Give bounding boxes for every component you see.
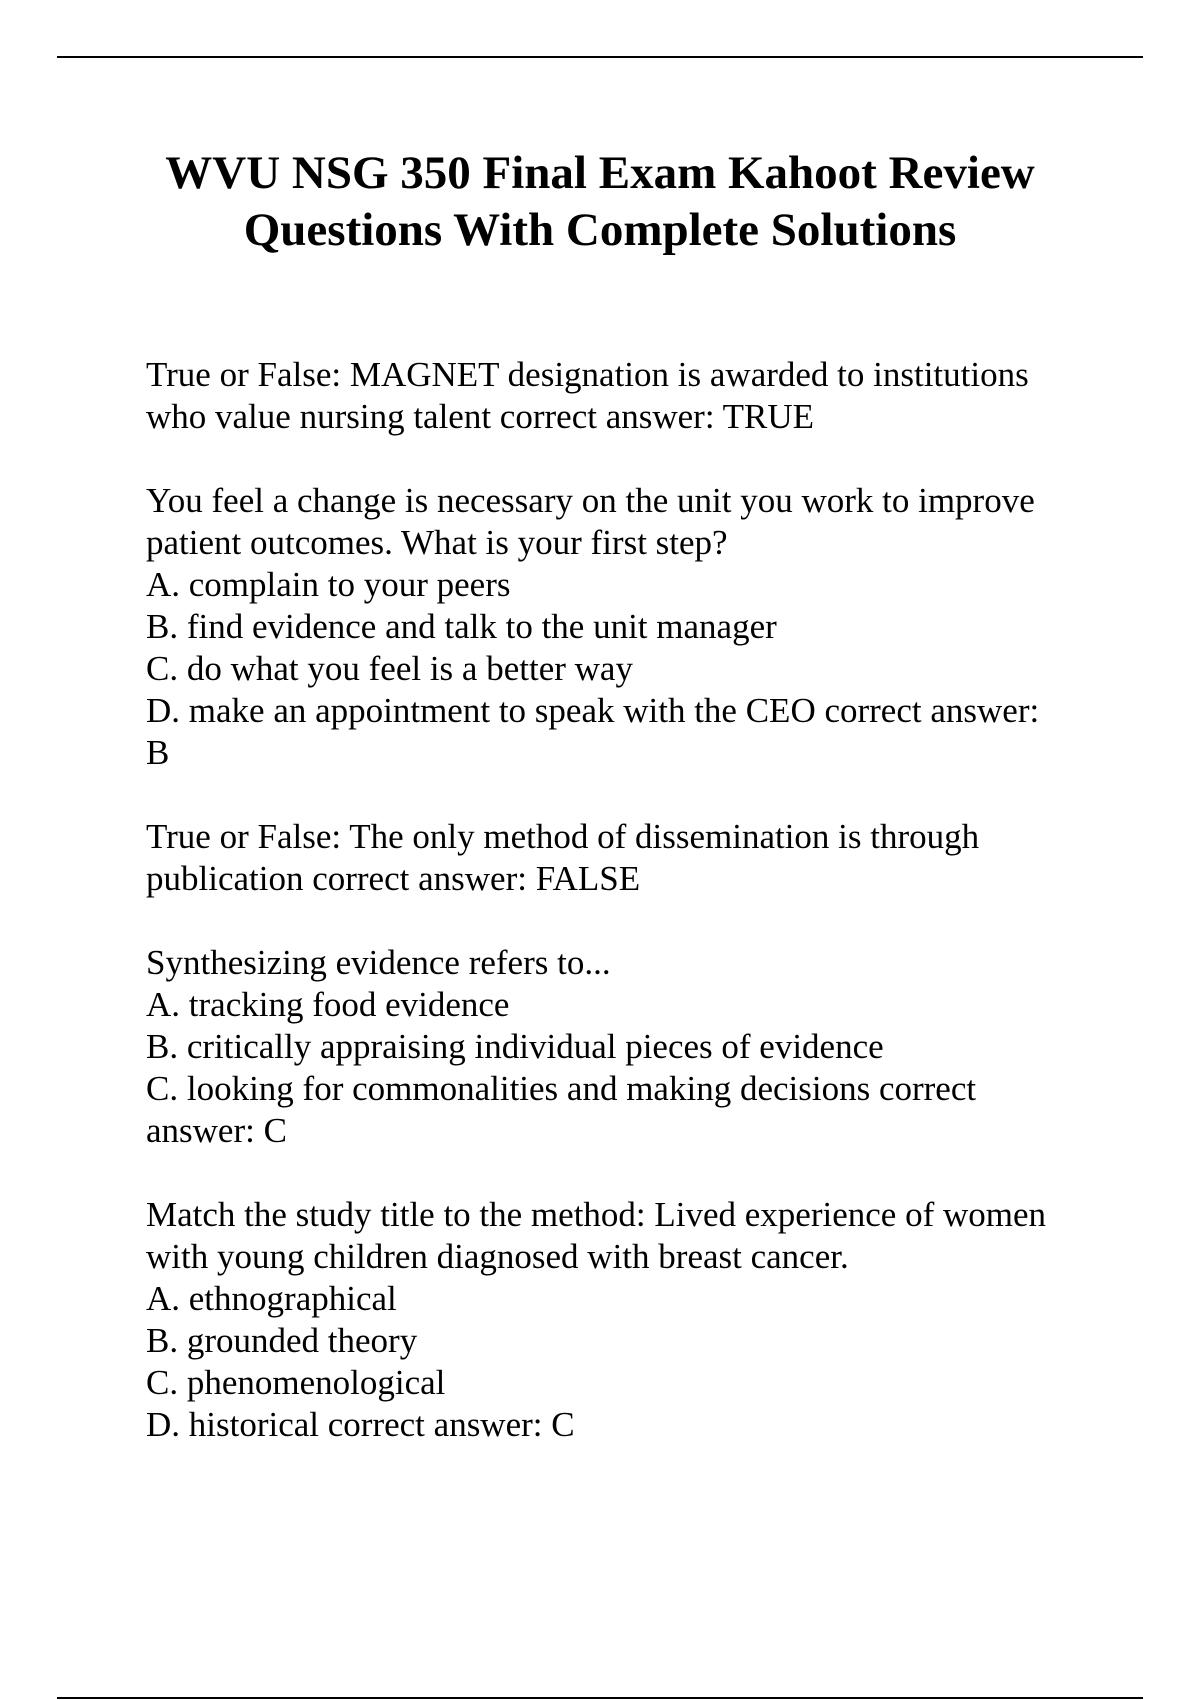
question-text: patient outcomes. What is your first step? [146,523,728,562]
question-block-5 [146,1194,1146,1446]
answer-option: A. complain to your peers [146,565,511,604]
answer-option: B. grounded theory [146,1321,418,1360]
answer-option: A. tracking food evidence [146,985,510,1024]
document-body [146,354,1146,1488]
answer-option: C. do what you feel is a better way [146,649,633,688]
answer-option: B. critically appraising individual pieces of evidence [146,1027,884,1066]
answer-option: C. phenomenological [146,1363,446,1402]
question-text: Synthesizing evidence refers to... [146,943,611,982]
question-block-2 [146,480,1146,774]
question-block-3 [146,816,1146,900]
title-line-2: Questions With Complete Solutions [243,204,957,256]
answer-option: D. make an appointment to speak with the CEO correct answer: [146,691,1040,730]
question-text: Match the study title to the method: Lived experience of women [146,1195,1047,1234]
document-title [80,145,1120,259]
question-text: with young children diagnosed with breast cancer. [146,1237,849,1276]
bottom-rule [57,1697,1143,1699]
answer-option: A. ethnographical [146,1279,397,1318]
question-text: You feel a change is necessary on the unit you work to improve [146,481,1035,520]
question-text: who value nursing talent correct answer: TRUE [146,397,815,436]
correct-answer: answer: C [146,1111,287,1150]
answer-option: B. find evidence and talk to the unit manager [146,607,777,646]
question-text: True or False: MAGNET designation is awarded to institutions [146,355,1029,394]
answer-option: C. looking for commonalities and making decisions correct [146,1069,977,1108]
top-rule [57,56,1143,58]
correct-answer: B [146,733,170,772]
title-line-1: WVU NSG 350 Final Exam Kahoot Review [165,147,1035,199]
question-block-4 [146,942,1146,1152]
answer-option: D. historical correct answer: C [146,1405,575,1444]
question-block-1 [146,354,1146,438]
question-text: True or False: The only method of dissemination is through [146,817,980,856]
question-text: publication correct answer: FALSE [146,859,641,898]
